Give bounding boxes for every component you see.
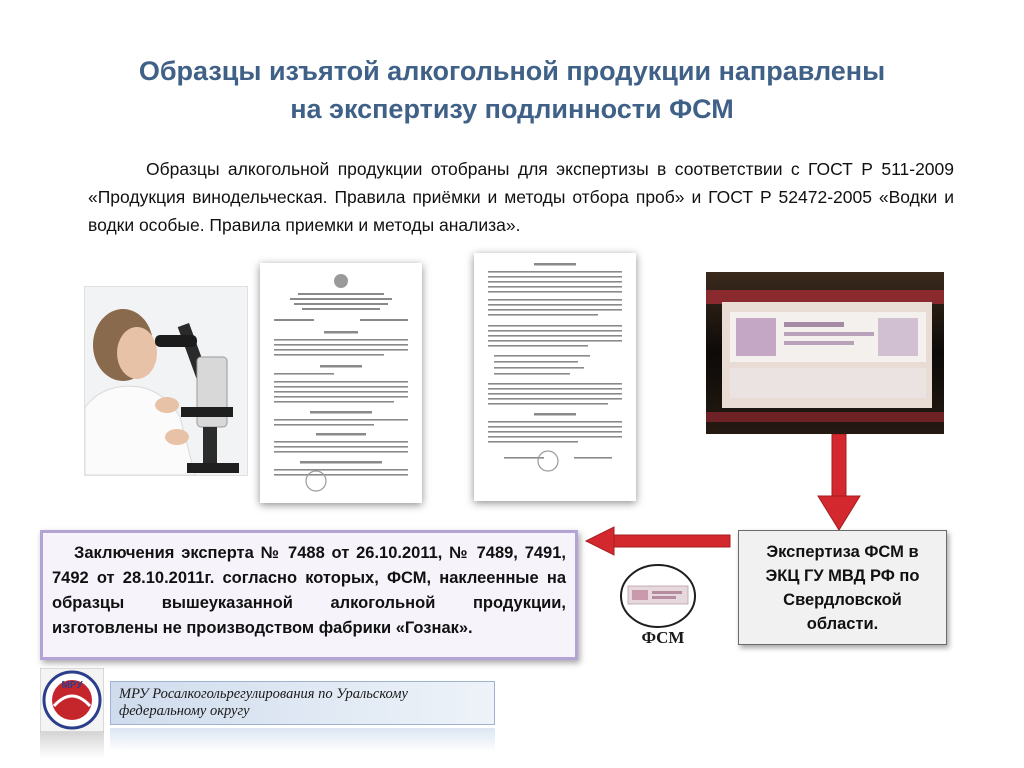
logo-reflection <box>40 732 104 758</box>
slide-title-line1: Образцы изъятой алкогольной продукции направлены <box>138 56 886 86</box>
expertise-box <box>738 530 947 645</box>
document-2-text-lines <box>474 253 636 501</box>
footer-organization <box>110 681 495 725</box>
expertise-text: Экспертиза ФСМ в ЭКЦ ГУ МВД РФ по Свердловской области. <box>765 542 920 633</box>
intro-paragraph: Образцы алкогольной продукции отобраны для экспертизы в соответствии с ГОСТ Р 511-2009 «Продукция винодельческая. Правила приёмки и методы отбора проб» и ГОСТ Р 52472-2005 «Водки и водки особые. Правила приемки и методы анализа». <box>88 159 954 235</box>
footer-line1: МРУ Росалкогольрегулирования по Уральскому <box>119 686 408 702</box>
footer-line2: федеральному округу <box>119 703 250 719</box>
logo-text: МРУ <box>61 680 83 691</box>
slide-title-line2: на экспертизу подлинности ФСМ <box>290 94 734 124</box>
slide-title <box>40 52 984 128</box>
fsm-label: ФСМ <box>641 628 685 647</box>
expert-conclusion-box: Заключения эксперта № 7488 от 26.10.2011, № 7489, 7491, 7492 от 28.10.2011г. согласно которых, ФСМ, наклеенные на образцы вышеуказанной алкогольной продукции, изготовлены не производством фабрики «Гознак». <box>40 530 578 660</box>
document-1-text-lines <box>260 263 422 503</box>
bottle-illustration <box>706 272 944 434</box>
fsm-stamp-icon <box>618 562 698 630</box>
footer-reflection <box>110 728 495 752</box>
document-scan-1 <box>260 263 422 503</box>
mru-emblem-icon <box>40 668 104 732</box>
document-scan-2 <box>474 253 636 501</box>
microscope-photo <box>84 286 248 476</box>
arrow-down-icon <box>816 434 862 532</box>
scientist-illustration <box>85 287 247 475</box>
arrow-left-icon <box>584 526 732 556</box>
bottle-stamp-photo <box>706 272 944 434</box>
